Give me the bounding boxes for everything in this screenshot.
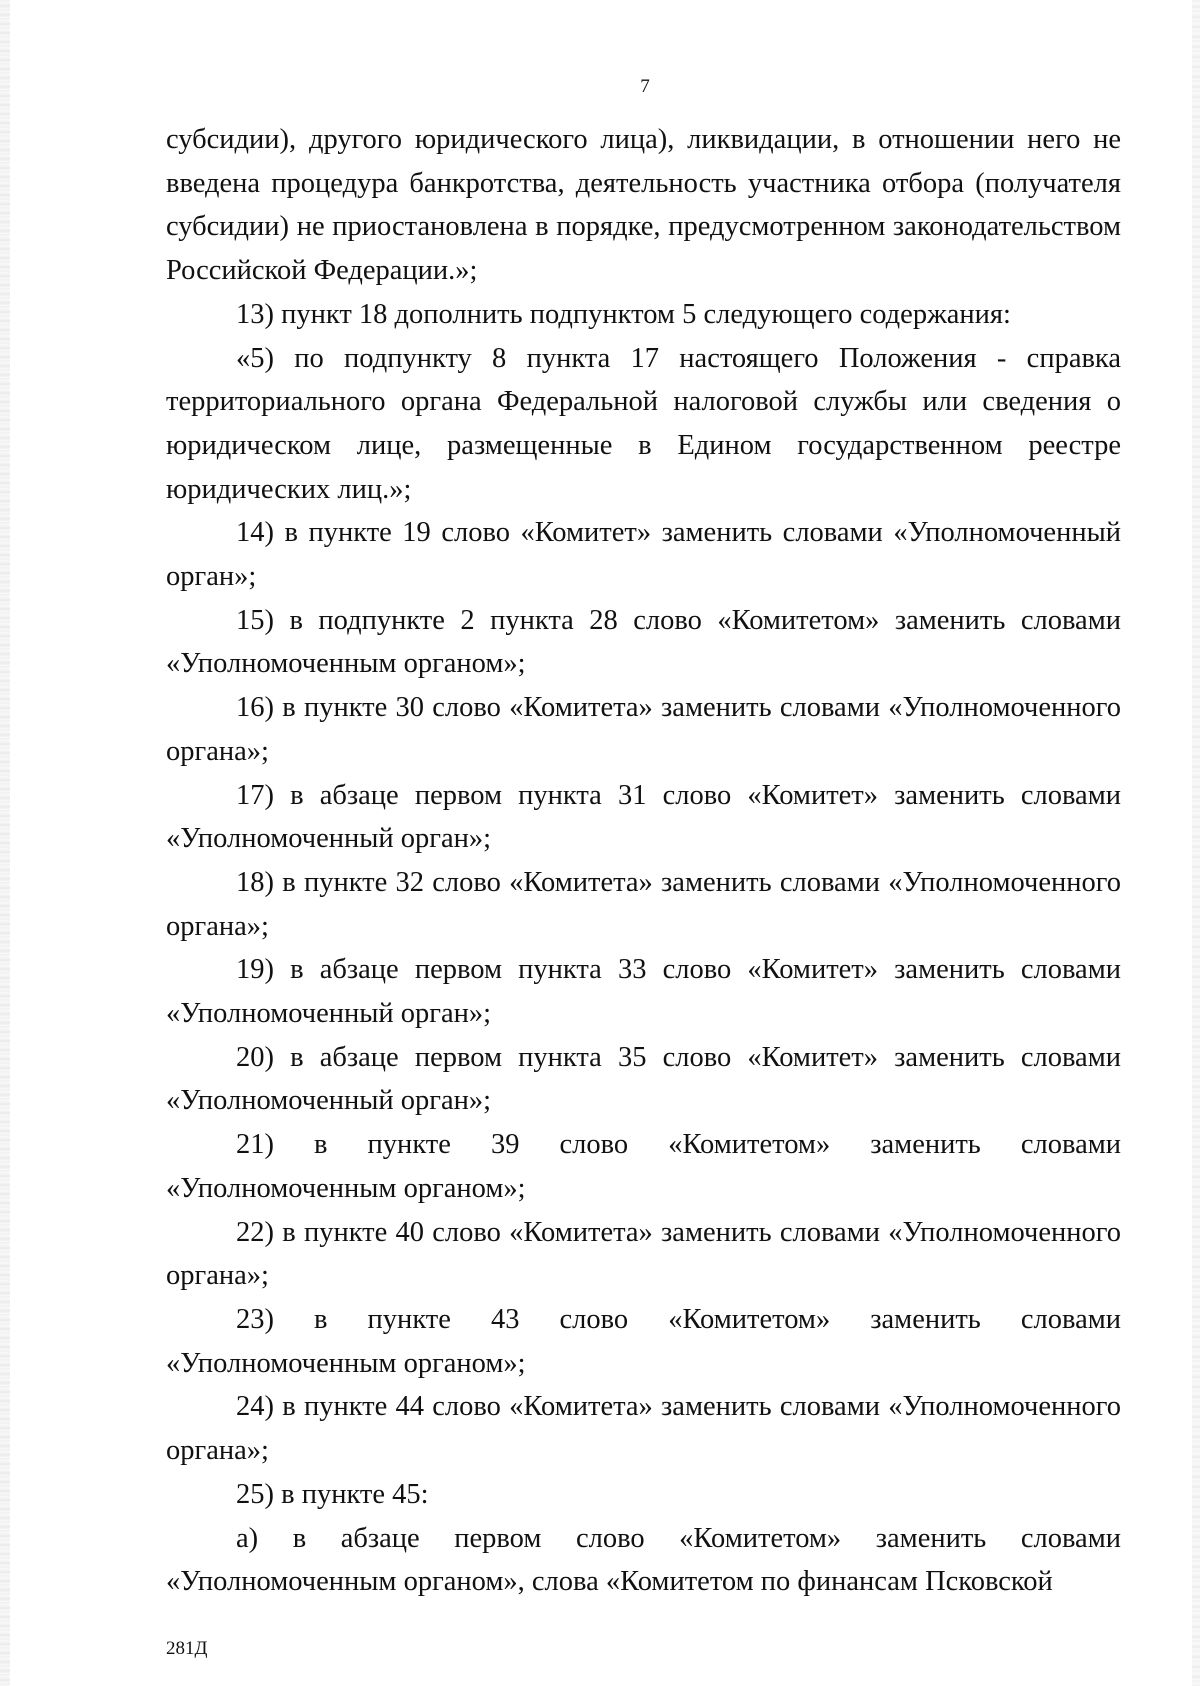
paragraph: 23) в пункте 43 слово «Комитетом» заменить словами «Уполномоченным органом»; bbox=[166, 1303, 1121, 1379]
paragraph: а) в абзаце первом слово «Комитетом» заменить словами «Уполномоченным органом», слова «Комитетом по финансам Псковской bbox=[166, 1522, 1121, 1598]
paragraph: 25) в пункте 45: bbox=[236, 1478, 429, 1510]
paragraph: 24) в пункте 44 слово «Комитета» заменить словами «Уполномоченного органа»; bbox=[166, 1391, 1121, 1467]
paragraph: 19) в абзаце первом пункта 33 слово «Комитет» заменить словами «Уполномоченный орган»; bbox=[166, 954, 1121, 1030]
document-body bbox=[166, 118, 1121, 1604]
paragraph: 22) в пункте 40 слово «Комитета» заменить словами «Уполномоченного органа»; bbox=[166, 1216, 1121, 1292]
paragraph: 20) в абзаце первом пункта 35 слово «Комитет» заменить словами «Уполномоченный орган»; bbox=[166, 1041, 1121, 1117]
paragraph: 16) в пункте 30 слово «Комитета» заменить словами «Уполномоченного органа»; bbox=[166, 692, 1121, 767]
page-number: 7 bbox=[640, 76, 650, 97]
paragraph: 21) в пункте 39 слово «Комитетом» заменить словами «Уполномоченным органом»; bbox=[166, 1129, 1121, 1204]
paragraph: 17) в абзаце первом пункта 31 слово «Комитет» заменить словами «Уполномоченный орган»; bbox=[166, 779, 1121, 855]
paragraph: 18) в пункте 32 слово «Комитета» заменить словами «Уполномоченного органа»; bbox=[166, 866, 1121, 942]
paragraph: субсидии), другого юридического лица), ликвидации, в отношении него не введена процедура банкротства, деятельность участника отбора (получателя субсидии) не приостановлена в порядке, предусмотренном законодательством Российской Федерации.»; bbox=[166, 124, 1121, 287]
paragraph: 15) в подпункте 2 пункта 28 слово «Комитетом» заменить словами «Уполномоченным органом»; bbox=[166, 604, 1121, 680]
scan-edge-left bbox=[0, 0, 10, 1686]
paragraph: 14) в пункте 19 слово «Комитет» заменить словами «Уполномоченный орган»; bbox=[166, 517, 1121, 593]
scan-edge-right bbox=[1192, 0, 1200, 1686]
paragraph: «5) по подпункту 8 пункта 17 настоящего Положения - справка территориального органа Федеральной налоговой службы или сведения о юридическом лице, размещенные в Едином государственном реестре юридических лиц.»; bbox=[166, 342, 1121, 505]
paragraph: 13) пункт 18 дополнить подпунктом 5 следующего содержания: bbox=[236, 298, 1011, 330]
document-code: 281Д bbox=[166, 1638, 208, 1659]
